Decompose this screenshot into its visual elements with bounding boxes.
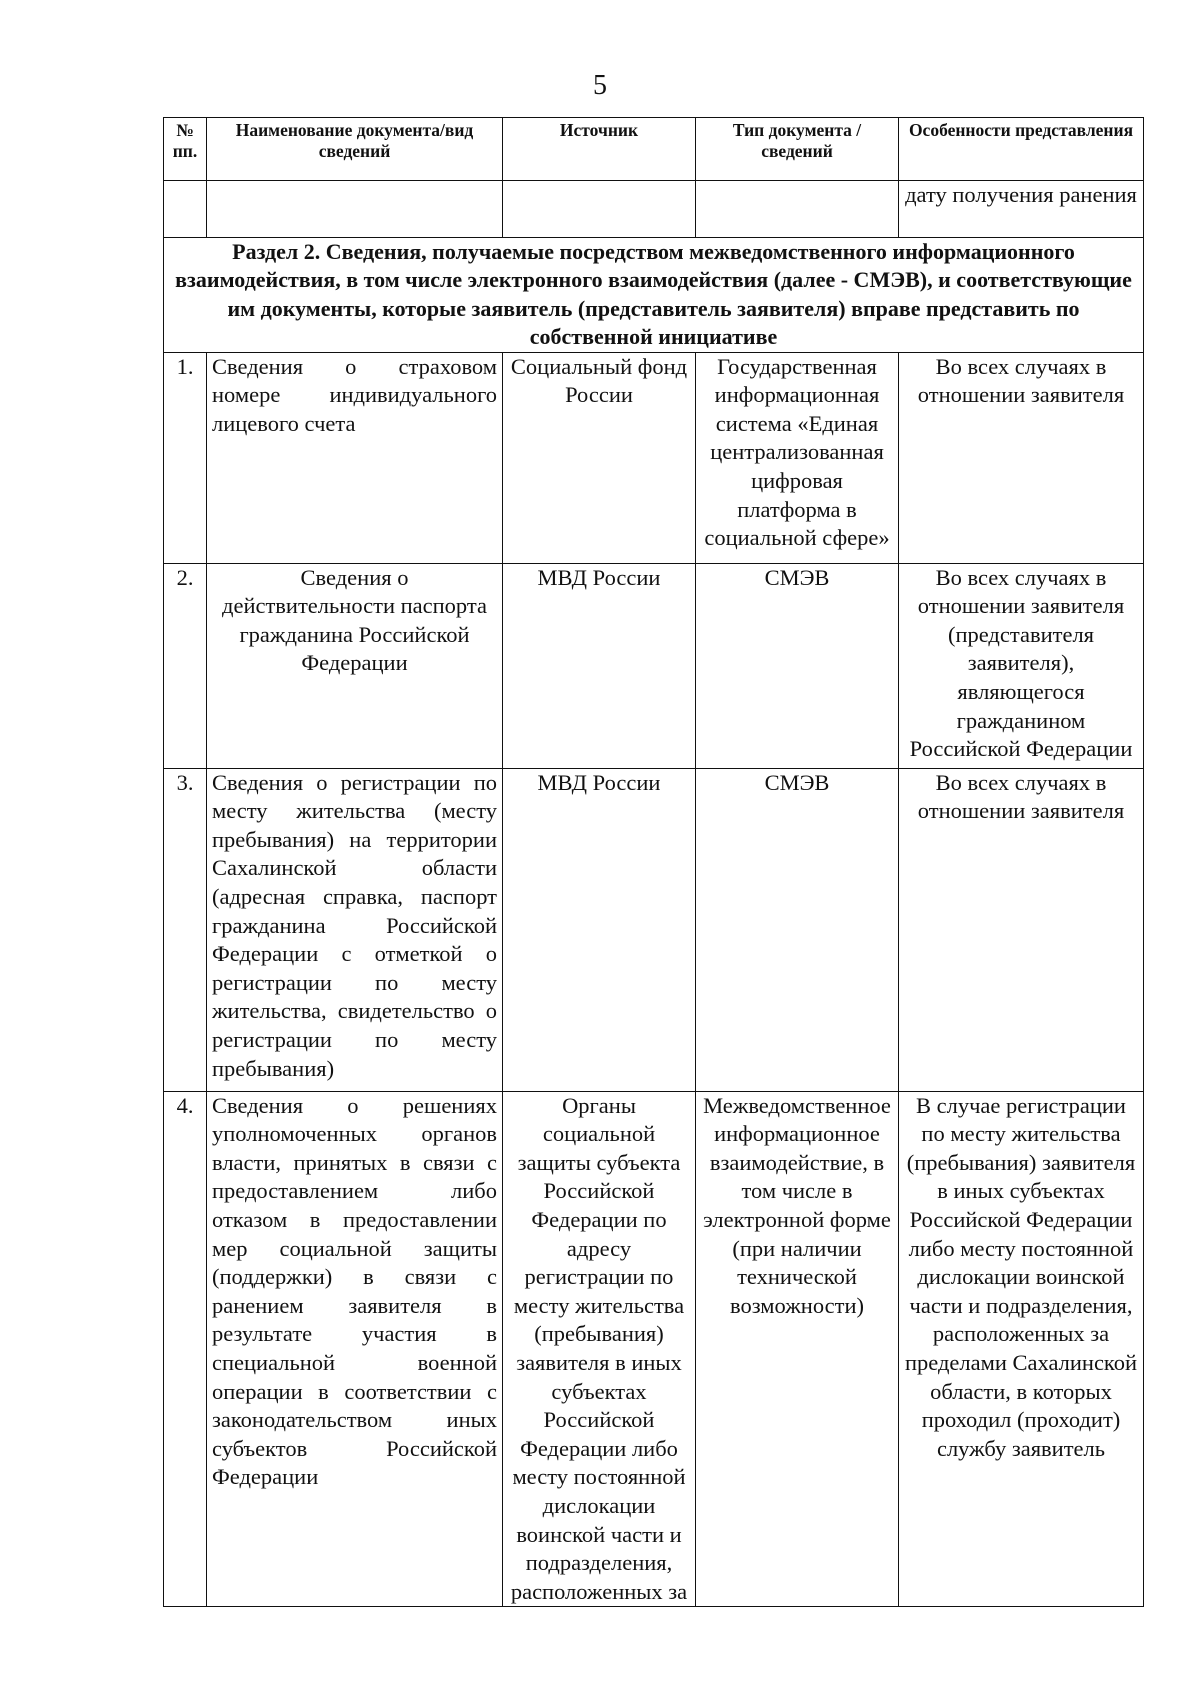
- cell-source: МВД России: [503, 768, 696, 1091]
- table-row: [164, 768, 1144, 1091]
- documents-table: [163, 117, 1144, 1607]
- cell-type: СМЭВ: [696, 563, 899, 768]
- page-number: 5: [593, 70, 607, 101]
- section-row: [164, 238, 1144, 353]
- header-number: № пп.: [164, 118, 207, 181]
- section-title: Раздел 2. Сведения, получаемые посредством межведомственного информационного взаимодействия, в том числе электронного взаимодействия (далее - СМЭВ), и соответствующие им документы, которые заявитель (представитель заявителя) вправе представить по собственной инициативе: [164, 238, 1144, 353]
- cell-name: Сведения о действительности паспорта гражданина Российской Федерации: [207, 563, 503, 768]
- cell-source: Органы социальной защиты субъекта Российской Федерации по адресу регистрации по месту жительства (пребывания) заявителя в иных субъектах Российской Федерации либо месту постоянной дислокации воинской части и подразделения, расположенных за: [503, 1091, 696, 1607]
- cell-name: [207, 181, 503, 238]
- cell-type: Государственная информационная система «Единая централизованная цифровая платформа в социальной сфере»: [696, 352, 899, 563]
- table-row: [164, 1091, 1144, 1607]
- cell-name: Сведения о страховом номере индивидуального лицевого счета: [207, 352, 503, 563]
- cell-features: В случае регистрации по месту жительства (пребывания) заявителя в иных субъектах Российской Федерации либо месту постоянной дислокации воинской части и подразделения, расположенных за пределами Сахалинской области, в которых проходил (проходит) службу заявитель: [899, 1091, 1144, 1607]
- cell-number: 4.: [164, 1091, 207, 1607]
- header-document-type: Тип документа /сведений: [696, 118, 899, 181]
- cell-number: 3.: [164, 768, 207, 1091]
- header-document-name: Наименование документа/вид сведений: [207, 118, 503, 181]
- cell-type: СМЭВ: [696, 768, 899, 1091]
- continued-row: [164, 181, 1144, 238]
- cell-features: Во всех случаях в отношении заявителя: [899, 768, 1144, 1091]
- cell-source: Социальный фонд России: [503, 352, 696, 563]
- cell-features: Во всех случаях в отношении заявителя: [899, 352, 1144, 563]
- header-source: Источник: [503, 118, 696, 181]
- cell-name: Сведения о решениях уполномоченных органов власти, принятых в связи с предоставлением либо отказом в предоставлении мер социальной защиты (поддержки) в связи с ранением заявителя в результате участия в специальной военной операции в соответствии с законодательством иных субъектов Российской Федерации: [207, 1091, 503, 1607]
- cell-features: Во всех случаях в отношении заявителя (представителя заявителя), являющегося гражданином Российской Федерации: [899, 563, 1144, 768]
- cell-source: МВД России: [503, 563, 696, 768]
- cell-number: 2.: [164, 563, 207, 768]
- table-row: [164, 563, 1144, 768]
- cell-number: 1.: [164, 352, 207, 563]
- cell-name: Сведения о регистрации по месту жительства (месту пребывания) на территории Сахалинской области (адресная справка, паспорт гражданина Российской Федерации с отметкой о регистрации по месту жительства, свидетельство о регистрации по месту пребывания): [207, 768, 503, 1091]
- cell-number: [164, 181, 207, 238]
- table-row: [164, 352, 1144, 563]
- cell-source: [503, 181, 696, 238]
- table-header-row: [164, 118, 1144, 181]
- cell-type: [696, 181, 899, 238]
- cell-type: Межведомственное информационное взаимодействие, в том числе в электронной форме (при наличии технической возможности): [696, 1091, 899, 1607]
- cell-features: дату получения ранения: [899, 181, 1144, 238]
- header-features: Особенности представления: [899, 118, 1144, 181]
